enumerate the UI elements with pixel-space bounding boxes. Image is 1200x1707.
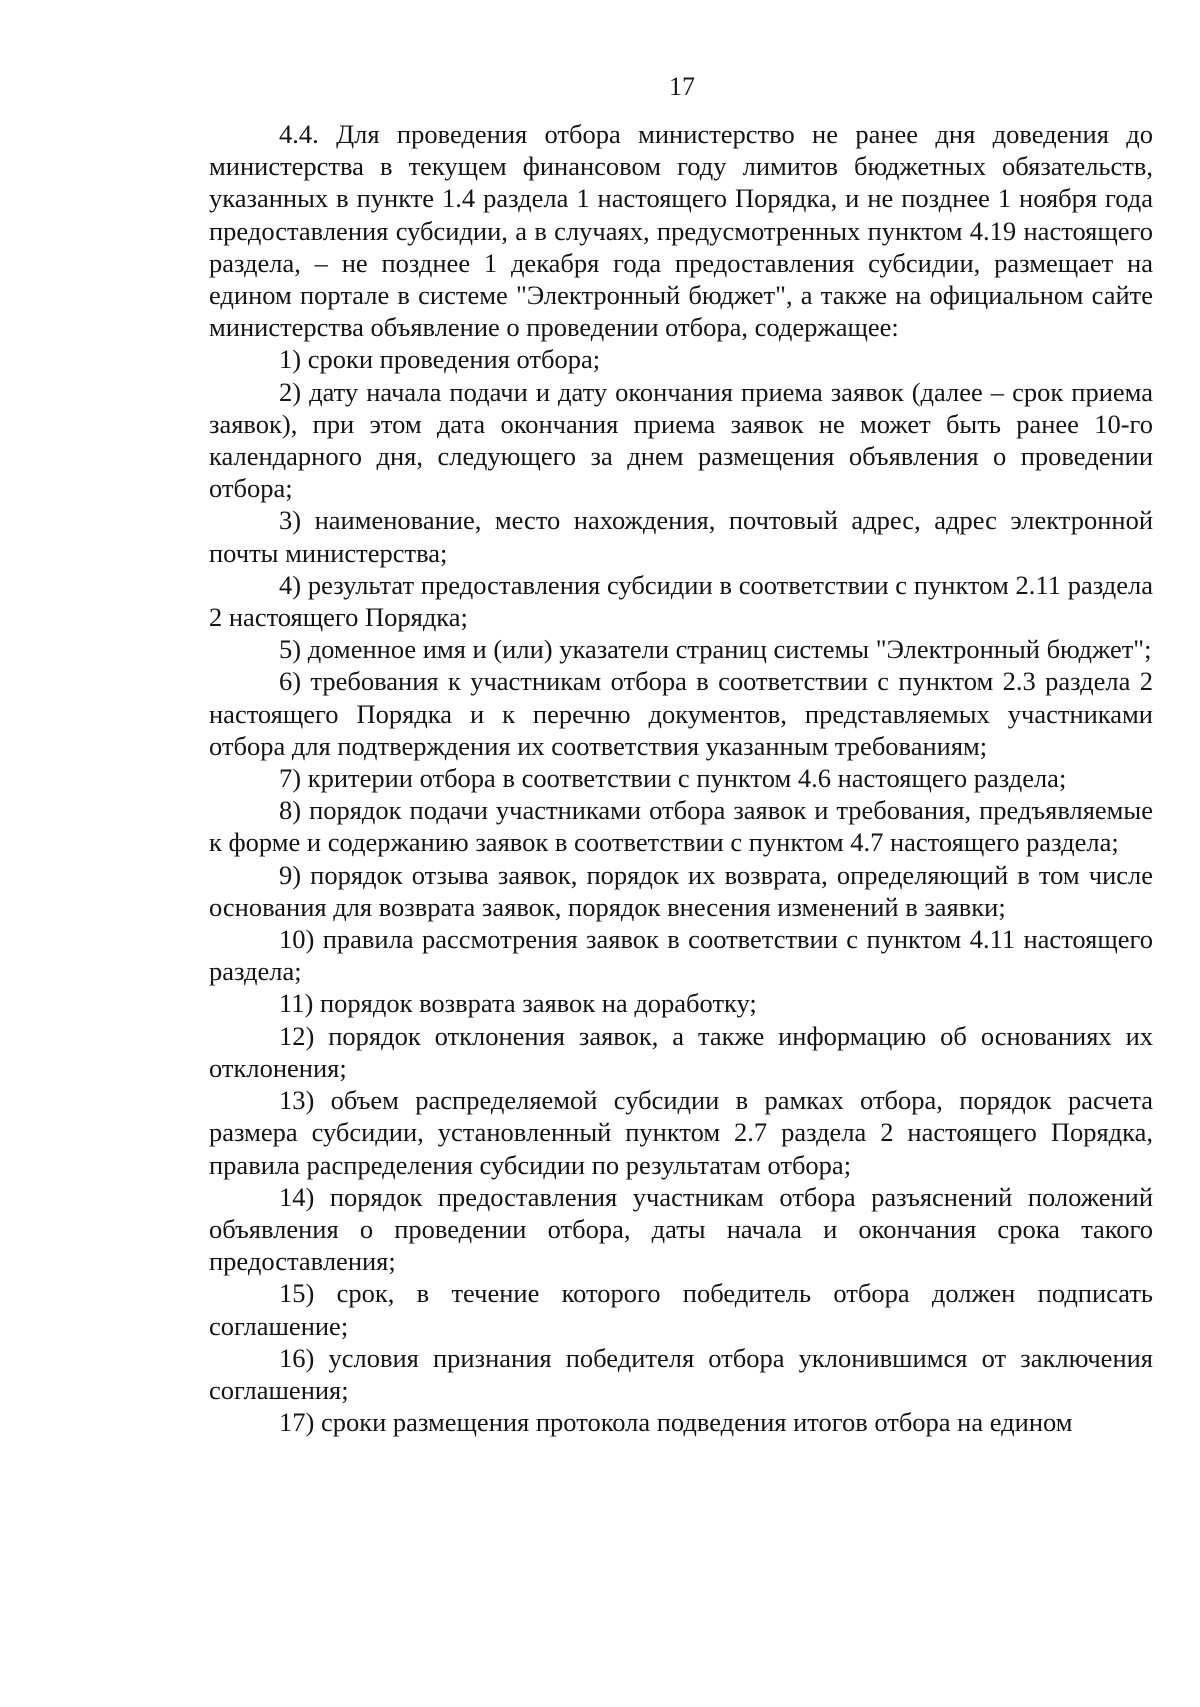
list-item-10: 10) правила рассмотрения заявок в соответствии с пунктом 4.11 настоящего раздела; xyxy=(209,924,1153,987)
list-item-8: 8) порядок подачи участниками отбора заявок и требования, предъявляемые к форме и содержанию заявок в соответствии с пунктом 4.7 настоящего раздела; xyxy=(209,795,1153,858)
list-item-6: 6) требования к участникам отбора в соответствии с пунктом 2.3 раздела 2 настоящего Порядка и к перечню документов, представляемых участниками отбора для подтверждения их соответствия указанным требованиям; xyxy=(209,666,1153,761)
list-item-2: 2) дату начала подачи и дату окончания приема заявок (далее – срок приема заявок), при этом дата окончания приема заявок не может быть ранее 10-го календарного дня, следующего за днем размещения объявления о проведении отбора; xyxy=(209,376,1153,504)
page-number: 17 xyxy=(669,72,695,101)
list-item-16: 16) условия признания победителя отбора уклонившимся от заключения соглашения; xyxy=(209,1342,1153,1405)
list-item-9: 9) порядок отзыва заявок, порядок их возврата, определяющий в том числе основания для возврата заявок, порядок внесения изменений в заявки; xyxy=(209,859,1153,922)
list-item-17: 17) сроки размещения протокола подведения итогов отбора на едином xyxy=(279,1407,1073,1438)
list-item-11: 11) порядок возврата заявок на доработку; xyxy=(279,988,757,1019)
list-item-14: 14) порядок предоставления участникам отбора разъяснений положений объявления о проведении отбора, даты начала и окончания срока такого предоставления; xyxy=(209,1181,1153,1277)
list-item-4: 4) результат предоставления субсидии в соответствии с пунктом 2.11 раздела 2 настоящего Порядка; xyxy=(209,569,1153,633)
list-item-1: 1) сроки проведения отбора; xyxy=(279,344,601,375)
document-body xyxy=(209,118,1153,1438)
list-item-15: 15) срок, в течение которого победитель отбора должен подписать соглашение; xyxy=(209,1278,1153,1341)
list-item-5: 5) доменное имя и (или) указатели страниц системы "Электронный бюджет"; xyxy=(279,634,1152,665)
list-item-3: 3) наименование, место нахождения, почтовый адрес, адрес электронной почты министерства; xyxy=(209,505,1153,568)
list-item-7: 7) критерии отбора в соответствии с пунктом 4.6 настоящего раздела; xyxy=(279,763,1067,794)
list-item-13: 13) объем распределяемой субсидии в рамках отбора, порядок расчета размера субсидии, установленный пунктом 2.7 раздела 2 настоящего Порядка, правила распределения субсидии по результатам отбора; xyxy=(209,1085,1153,1180)
list-item-12: 12) порядок отклонения заявок, а также информацию об основаниях их отклонения; xyxy=(209,1020,1153,1083)
paragraph-4-4: 4.4. Для проведения отбора министерство не ранее дня доведения до министерства в текущем финансовом году лимитов бюджетных обязательств, указанных в пункте 1.4 раздела 1 настоящего Порядка, и не позднее 1 ноября года предоставления субсидии, а в случаях, предусмотренных пунктом 4.19 настоящего раздела, – не позднее 1 декабря года предоставления субсидии, размещает на едином портале в системе "Электронный бюджет", а также на официальном сайте министерства объявление о проведении отбора, содержащее: xyxy=(209,119,1153,343)
